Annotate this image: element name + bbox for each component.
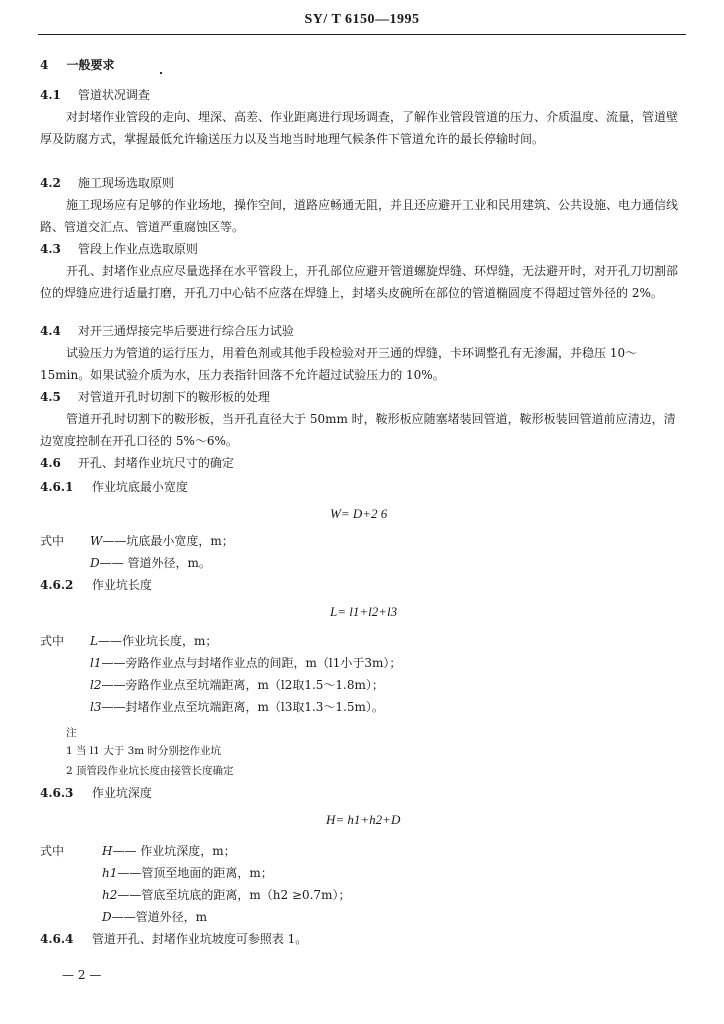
section-number: 4.5 (40, 390, 61, 404)
variable-symbol: L (90, 634, 98, 648)
section-4-5-heading (40, 386, 270, 408)
variable-row (102, 906, 207, 928)
section-4-6-3-heading (40, 782, 152, 804)
where-label: 式中 (40, 844, 65, 858)
section-4-1-heading (40, 84, 150, 106)
section-title: 开孔、封堵作业坑尺寸的确定 (77, 456, 234, 470)
variable-description: ——作业坑长度，m； (97, 634, 218, 648)
variable-symbol: l1 (90, 656, 102, 670)
variable-description: ——管顶至地面的距离，m； (117, 866, 273, 880)
variable-symbol: W (90, 534, 103, 548)
section-number: 4.6.2 (40, 578, 74, 592)
section-4-3-body: 开孔、封堵作业点应尽量选择在水平管段上，开孔部位应避开管道螺旋焊缝、环焊缝，无法避开时，对开孔刀切割部位的焊缝应进行适量打磨，开孔刀中心钻不应落在焊缝上，封堵头皮碗所在部位的管道椭圆度不得超过管外径的 2%。 (40, 264, 679, 300)
variable-row (102, 840, 236, 862)
section-title: 作业坑长度 (91, 578, 152, 592)
variable-description: ——封堵作业点至坑端距离，m（l3取1.3～1.5m）。 (101, 700, 384, 714)
section-number: 4.6.4 (40, 932, 74, 946)
variable-symbol: l2 (90, 678, 102, 692)
section-4-6-heading (40, 452, 234, 474)
note-item: 2 顶管段作业坑长度由接管长度确定 (66, 765, 234, 777)
section-title: 作业坑深度 (91, 786, 152, 800)
standard-code-header: SY/ T 6150—1995 (304, 12, 420, 27)
variable-row (102, 884, 350, 906)
variable-symbol: H (102, 844, 113, 858)
variable-description: ——旁路作业点与封堵作业点的间距，m（l1小于3m）； (101, 656, 402, 670)
section-4-1-body: 对封堵作业管段的走向、埋深、高差、作业距离进行现场调查，了解作业管段管道的压力、介质温度、流量，管道壁厚及防腐方式，掌握最低允许输送压力以及当地当时地理气候条件下管道允许的最长停输时间。 (40, 110, 679, 146)
section-4-4-body: 试验压力为管道的运行压力，用着色剂或其他手段检验对开三通的焊缝，卡环调整孔有无渗漏，并稳压 10～15min。如果试验介质为水，压力表指针回落不允许超过试验压力的 10%。 (40, 346, 638, 382)
formula-width: W= D+2 6 (330, 506, 388, 521)
variable-description: ——管底至坑底的距离，m（h2 ≥0.7m）； (117, 888, 351, 902)
section-4-6-4-line (40, 928, 307, 950)
section-title: 管道状况调查 (77, 88, 150, 102)
section-4-5-body: 管道开孔时切割下的鞍形板，当开孔直径大于 50mm 时，鞍形板应随塞堵装回管道，鞍形板装回管道前应清边，清边宽度控制在开孔口径的 5%～6%。 (40, 412, 676, 448)
page-number: — 2 — (62, 968, 102, 982)
section-number: 4.2 (40, 176, 61, 190)
where-label: 式中 (40, 634, 65, 648)
section-title: 施工现场选取原则 (77, 176, 174, 190)
section-4-4-heading (40, 320, 294, 342)
notes-label: 注 (66, 727, 77, 739)
section-4-6-2-heading (40, 574, 152, 596)
section-title: 作业坑底最小宽度 (91, 480, 188, 494)
variable-symbol: h2 (102, 888, 118, 902)
section-number: 4 (40, 58, 49, 72)
section-number: 4.1 (40, 88, 61, 102)
variable-symbol: h1 (102, 866, 118, 880)
variable-row (90, 630, 217, 652)
section-number: 4.6.3 (40, 786, 74, 800)
where-label: 式中 (40, 534, 65, 548)
formula-depth: H= h1+h2+D (326, 812, 401, 827)
section-title: 一般要求 (66, 58, 115, 72)
variable-row (90, 652, 401, 674)
section-4-heading (40, 54, 115, 76)
variable-symbol: D (102, 910, 112, 924)
formula-length: L= l1+l2+l3 (330, 604, 398, 619)
section-4-2-body: 施工现场应有足够的作业场地，操作空间，道路应畅通无阻，并且还应避开工业和民用建筑、公共设施、电力通信线路、管道交汇点、管道严重腐蚀区等。 (40, 198, 679, 234)
variable-row (90, 696, 384, 718)
section-4-3-heading (40, 238, 198, 260)
header-rule (38, 34, 686, 35)
note-item: 1 当 l1 大于 3m 时分别挖作业坑 (66, 745, 222, 757)
variable-symbol: D (90, 556, 100, 570)
variable-description: —— 作业坑深度，m； (112, 844, 236, 858)
section-4-6-1-heading (40, 476, 188, 498)
variable-description: —— 管道外径，m。 (99, 556, 211, 570)
section-number: 4.6.1 (40, 480, 74, 494)
section-body: 管道开孔、封堵作业坑坡度可参照表 1。 (91, 932, 308, 946)
section-number: 4.6 (40, 456, 61, 470)
section-title: 管段上作业点选取原则 (77, 242, 198, 256)
variable-description: ——管道外径，m (111, 910, 208, 924)
section-title: 对开三通焊接完毕后要进行综合压力试验 (77, 324, 294, 338)
variable-description: ——旁路作业点至坑端距离，m（l2取1.5～1.8m）； (101, 678, 384, 692)
variable-row (90, 674, 384, 696)
section-number: 4.3 (40, 242, 61, 256)
section-title: 对管道开孔时切割下的鞍形板的处理 (77, 390, 270, 404)
variable-row (102, 862, 273, 884)
scan-speck (160, 72, 162, 74)
variable-description: ——坑底最小宽度，m； (102, 534, 234, 548)
section-number: 4.4 (40, 324, 61, 338)
section-4-2-heading (40, 172, 174, 194)
variable-symbol: l3 (90, 700, 102, 714)
variable-row (90, 530, 234, 552)
variable-row (90, 552, 211, 574)
